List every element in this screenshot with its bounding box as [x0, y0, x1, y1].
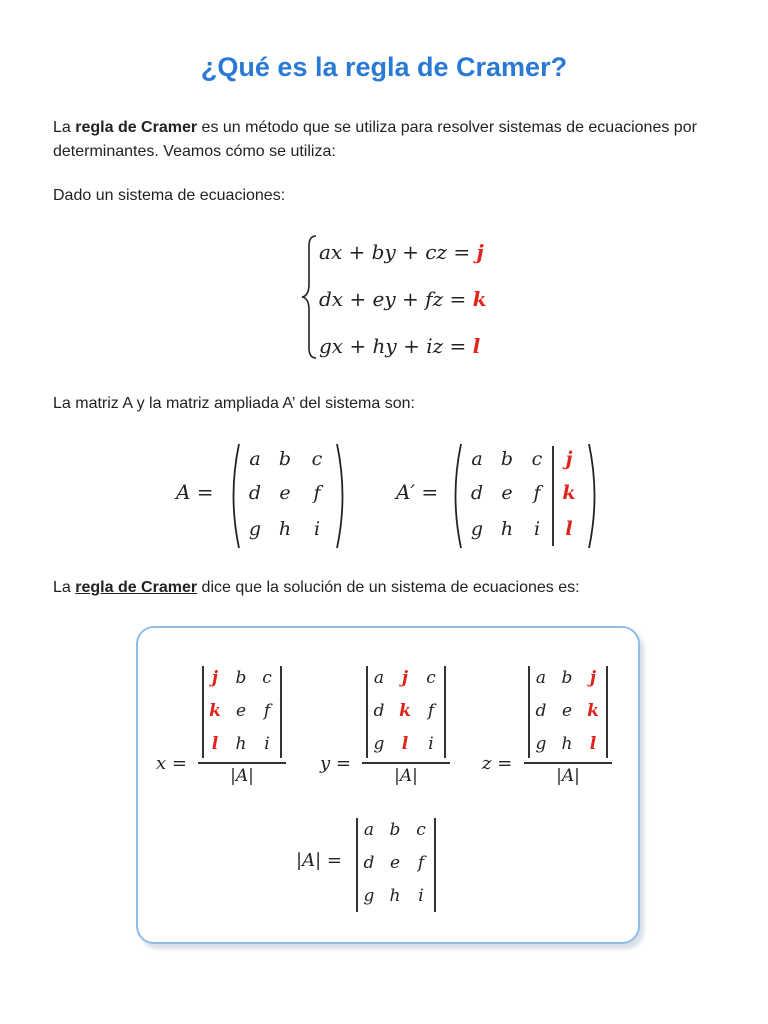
det-cell: f [263, 701, 271, 721]
det-cell: b [561, 668, 573, 688]
matrix-cell: c [311, 448, 323, 470]
matrix-cell: i [533, 518, 541, 540]
matrix-cell: i [313, 518, 321, 540]
det-cell: c [262, 668, 272, 688]
matrix-intro: La matriz A y la matriz ampliada A’ del sistema son: [53, 395, 415, 412]
formula-x [156, 664, 286, 794]
equation-2 [319, 287, 486, 311]
matrix-cell: c [531, 448, 543, 470]
det-cell: a [363, 820, 375, 840]
det-cell: a [373, 668, 385, 688]
matrix-cell: a [471, 448, 483, 470]
det-cell: j [401, 668, 409, 688]
matrix-a-block [174, 440, 364, 550]
matrix-cell: d [470, 482, 484, 504]
right-paren [334, 442, 350, 550]
formula-z-label: z = [482, 753, 513, 774]
augmented-cell: l [565, 518, 573, 540]
det-cell: d [363, 853, 375, 873]
matrix-cell: e [501, 482, 513, 504]
det-cell: l [401, 734, 409, 754]
det-cell: f [417, 853, 425, 873]
matrix-cell: e [279, 482, 291, 504]
intro-paragraph [53, 116, 743, 164]
det-cell: b [389, 820, 401, 840]
rule-intro [53, 576, 743, 600]
rule-intro-prefix: La [53, 579, 76, 596]
rule-intro-rest: dice que la solución de un sistema de ecuaciones es: [197, 579, 580, 596]
det-cell: k [587, 701, 599, 721]
page-title: ¿Qué es la regla de Cramer? [200, 52, 568, 82]
det-cell: l [589, 734, 597, 754]
formula-y-fraction [362, 664, 448, 790]
intro-term: regla de Cramer [75, 119, 198, 136]
formula-det-a-label: |A| = [296, 850, 342, 871]
det-cell: i [264, 734, 270, 754]
matrix-aprime-label: A′ = [396, 480, 439, 504]
det-cell: a [535, 668, 547, 688]
det-cell: d [535, 701, 547, 721]
intro-line2: determinantes. Veamos cómo se utiliza: [53, 143, 336, 160]
det-cell: d [373, 701, 385, 721]
fraction-bar [362, 762, 450, 764]
det-cell: g [363, 886, 375, 906]
formula-y-label: y = [320, 753, 351, 774]
matrix-cell: g [470, 518, 484, 540]
det-cell: k [209, 701, 221, 721]
denominator: |A| [230, 766, 254, 786]
denominator: |A| [556, 766, 580, 786]
formula-det-a-grid [352, 816, 438, 916]
matrix-cell: g [248, 518, 262, 540]
matrix-a-label: A = [176, 480, 214, 504]
det-cell: l [211, 734, 219, 754]
det-cell: k [399, 701, 411, 721]
denominator: |A| [394, 766, 418, 786]
equation-3-lhs: gx + hy + iz = [319, 334, 473, 358]
matrix-cell: d [248, 482, 262, 504]
det-cell: j [589, 668, 597, 688]
right-paren [586, 442, 602, 550]
formula-z-fraction [524, 664, 610, 790]
fraction-bar [198, 762, 286, 764]
rule-intro-term: regla de Cramer [75, 579, 198, 596]
intro-rest: es un método que se utiliza para resolver sistemas de ecuaciones por [197, 119, 697, 136]
formula-y [320, 664, 450, 794]
det-cell: c [416, 820, 426, 840]
matrix-cell: a [249, 448, 261, 470]
det-cell: f [427, 701, 435, 721]
matrix-cell: h [278, 518, 292, 540]
equation-2-rhs: k [472, 287, 487, 311]
det-cell: e [235, 701, 247, 721]
equation-system [300, 232, 500, 362]
system-intro: Dado un sistema de ecuaciones: [53, 187, 286, 204]
matrix-cell: h [500, 518, 514, 540]
det-cell: i [418, 886, 424, 906]
cramer-formula-card [136, 626, 640, 944]
equation-2-lhs: dx + ey + fz = [319, 287, 473, 311]
matrix-cell: f [313, 482, 321, 504]
left-brace [300, 232, 320, 362]
det-cell: c [426, 668, 436, 688]
matrix-cell: f [533, 482, 541, 504]
matrix-cell: b [500, 448, 514, 470]
equation-1-lhs: ax + by + cz = [319, 240, 477, 264]
det-cell: h [389, 886, 401, 906]
equation-3-rhs: l [472, 334, 481, 358]
formula-z [482, 664, 612, 794]
det-cell: h [561, 734, 573, 754]
equation-1 [319, 240, 484, 264]
augmented-cell: k [562, 482, 576, 504]
formula-x-label: x = [156, 753, 187, 774]
det-cell: h [235, 734, 247, 754]
equation-3 [319, 334, 480, 358]
formula-x-fraction [198, 664, 284, 790]
det-cell: e [561, 701, 573, 721]
det-cell: b [235, 668, 247, 688]
det-cell: e [389, 853, 401, 873]
det-cell: i [428, 734, 434, 754]
fraction-bar [524, 762, 612, 764]
equation-1-rhs: j [476, 240, 484, 264]
intro-prefix: La [53, 119, 76, 136]
det-cell: j [211, 668, 219, 688]
formula-det-a [296, 816, 456, 916]
det-cell: g [373, 734, 385, 754]
matrix-aprime-block [396, 440, 616, 550]
det-cell: g [535, 734, 547, 754]
augmented-cell: j [565, 448, 573, 470]
matrix-cell: b [278, 448, 292, 470]
